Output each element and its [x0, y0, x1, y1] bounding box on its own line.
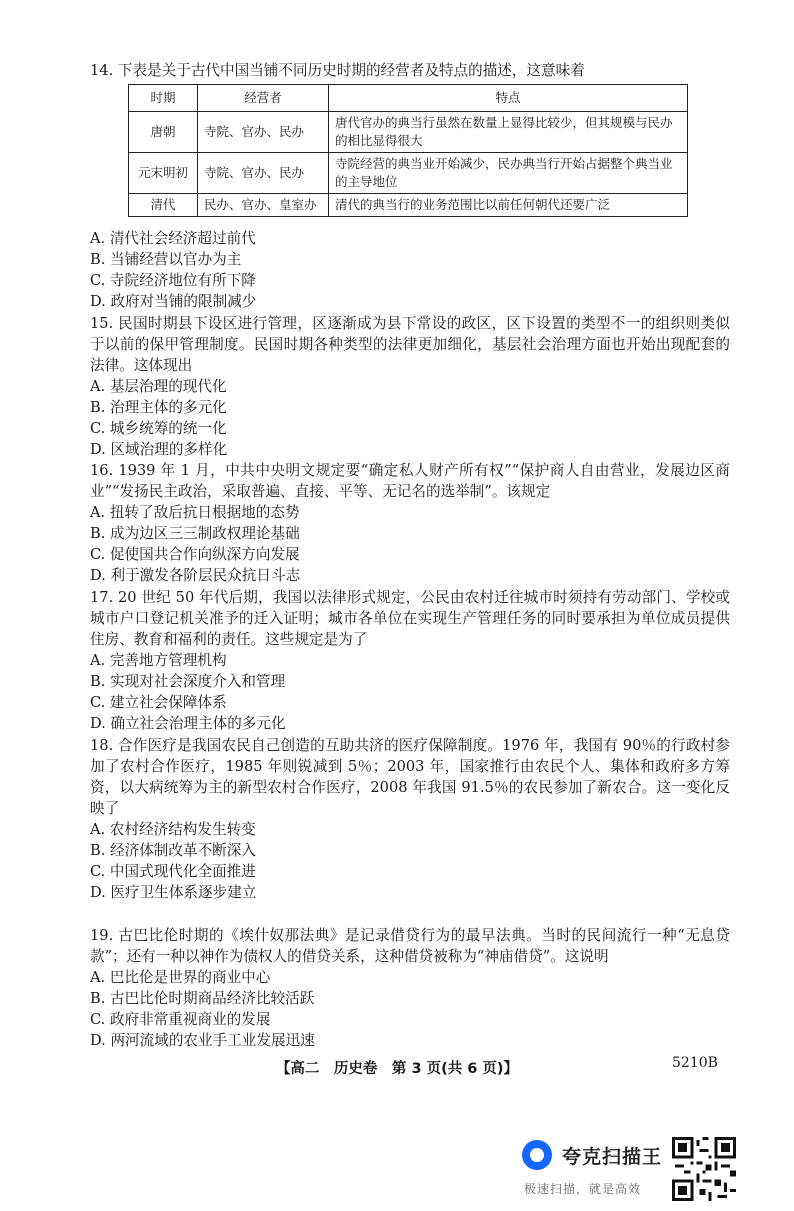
table-cell: 唐朝: [129, 112, 198, 153]
table-cell: 寺院经营的典当业开始减少，民办典当行开始占据整个典当业的主导地位: [329, 153, 688, 194]
table-cell: 元末明初: [129, 153, 198, 194]
question-stem: 14. 下表是关于古代中国当铺不同历史时期的经营者及特点的描述，这意味着: [90, 62, 585, 79]
table-header: 时期: [129, 85, 198, 112]
question-17: [90, 587, 730, 734]
dynasty-table: [128, 84, 688, 217]
table-header: 经营者: [198, 85, 329, 112]
question-14: [90, 60, 730, 81]
table-cell: 寺院、官办、民办: [198, 112, 329, 153]
table-cell: 民办、官办、皇室办: [198, 194, 329, 217]
table-cell: 清代的典当行的业务范围比以前任何朝代还要广泛: [329, 194, 688, 217]
table-header: 特点: [329, 85, 688, 112]
watermark-app-name: 夸克扫描王: [562, 1146, 663, 1168]
option-a: A. 清代社会经济超过前代: [90, 230, 256, 247]
table-header-row: [129, 85, 688, 112]
option-d: D. 确立社会治理主体的多元化: [90, 715, 286, 732]
table-cell: 唐代官办的典当行虽然在数量上显得比较少，但其规模与民办的相比显得很大: [329, 112, 688, 153]
question-18: [90, 735, 730, 903]
question-stem: 16. 1939 年 1 月，中共中央明文规定要“确定私人财产所有权”“保护商人自由营业，发展边区商业”“发扬民主政治，采取普遍、直接、平等、无记名的选举制”。该规定: [90, 462, 730, 500]
option-b: B. 成为边区三三制政权理论基础: [90, 525, 300, 542]
option-c: C. 中国式现代化全面推进: [90, 863, 256, 880]
option-a: A. 完善地方管理机构: [90, 652, 227, 669]
option-c: C. 城乡统筹的统一化: [90, 420, 227, 437]
option-b: B. 当铺经营以官办为主: [90, 251, 242, 268]
question-14-options: [90, 228, 730, 312]
question-stem: 19. 古巴比伦时期的《埃什奴那法典》是记录借贷行为的最早法典。当时的民间流行一种“无息贷款”；还有一种以神作为债权人的借贷关系，这种借贷被称为“神庙借贷”。这说明: [90, 927, 730, 965]
option-a: A. 扭转了敌后抗日根据地的态势: [90, 504, 300, 521]
table-cell: 寺院、官办、民办: [198, 153, 329, 194]
question-stem: 18. 合作医疗是我国农民自己创造的互助共济的医疗保障制度。1976 年，我国有 90％的行政村参加了农村合作医疗，1985 年则锐减到 5％；2003 年，国家推行由农民个人、集体和政府多方筹资，以大病统筹为主的新型农村合作医疗，2008 年我国 91.5％的农民参加了新农合。这一变化反映了: [90, 737, 730, 817]
paper-code: 5210B: [672, 1055, 718, 1071]
qr-code-icon: [672, 1137, 736, 1201]
option-b: B. 经济体制改革不断深入: [90, 842, 256, 859]
quark-logo-icon: [522, 1140, 552, 1170]
option-b: B. 治理主体的多元化: [90, 399, 227, 416]
scanner-watermark: [522, 1140, 792, 1200]
option-c: C. 寺院经济地位有所下降: [90, 272, 256, 289]
table-cell: 清代: [129, 194, 198, 217]
option-b: B. 实现对社会深度介入和管理: [90, 673, 286, 690]
table-row: [129, 112, 688, 153]
question-19: [90, 925, 730, 1051]
option-c: C. 政府非常重视商业的发展: [90, 1011, 271, 1028]
option-c: C. 建立社会保障体系: [90, 694, 227, 711]
option-a: A. 农村经济结构发生转变: [90, 821, 256, 838]
table-row: [129, 194, 688, 217]
option-d: D. 两河流域的农业手工业发展迅速: [90, 1032, 315, 1049]
option-b: B. 古巴比伦时期商品经济比较活跃: [90, 990, 315, 1007]
watermark-slogan: 极速扫描，就是高效: [524, 1182, 642, 1196]
option-d: D. 医疗卫生体系逐步建立: [90, 884, 257, 901]
option-d: D. 利于激发各阶层民众抗日斗志: [90, 567, 301, 584]
option-c: C. 促使国共合作向纵深方向发展: [90, 546, 300, 563]
option-d: D. 政府对当铺的限制减少: [90, 293, 257, 310]
question-15: [90, 313, 730, 460]
question-16: [90, 460, 730, 586]
page-footer: 【高二 历史卷 第 3 页(共 6 页)】: [275, 1061, 519, 1077]
option-d: D. 区域治理的多样化: [90, 441, 228, 458]
question-stem: 17. 20 世纪 50 年代后期，我国以法律形式规定，公民由农村迁往城市时须持有劳动部门、学校或城市户口登记机关准予的迁入证明；城市各单位在实现生产管理任务的同时要承担为单位成员提供住房、教育和福利的责任。这些规定是为了: [90, 589, 730, 648]
table-row: [129, 153, 688, 194]
option-a: A. 巴比伦是世界的商业中心: [90, 969, 271, 986]
option-a: A. 基层治理的现代化: [90, 378, 227, 395]
question-stem: 15. 民国时期县下设区进行管理，区逐渐成为县下常设的政区，区下设置的类型不一的组织则类似于以前的保甲管理制度。民国时期各种类型的法律更加细化，基层社会治理方面也开始出现配套的法律。这体现出: [90, 315, 730, 374]
